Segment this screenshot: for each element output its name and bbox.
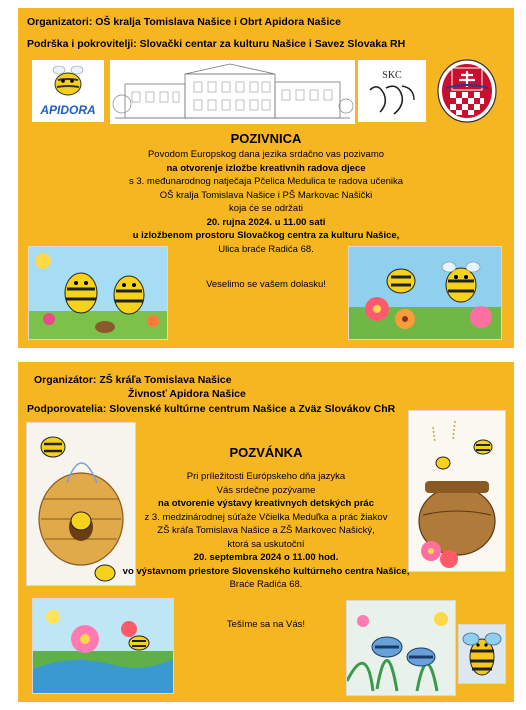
school-building-drawing bbox=[110, 60, 355, 124]
event-venue: vo výstavnom priestore Slovenského kultúrneho centra Našice, bbox=[122, 565, 410, 577]
invitation-title: POZIVNICA bbox=[230, 131, 302, 146]
support-text: Podrška i pokrovitelji: Slovački centar za kulturu Našice i Savez Slovaka RH bbox=[27, 38, 406, 50]
event-date: 20. septembra 2024 o 11.00 hod. bbox=[193, 552, 339, 563]
invitation-slovak-panel bbox=[18, 362, 514, 702]
organizers-text: Organizátor: ZŠ kráľa Tomislava Našice bbox=[34, 374, 232, 386]
body-line: OŠ kralja Tomislava Našice i PŠ Markovac Našički bbox=[159, 189, 373, 201]
closing-text: Veselimo se vašem dolasku! bbox=[206, 279, 326, 290]
body-line: koja će se održati bbox=[229, 203, 303, 214]
childrens-drawing-bees-1 bbox=[28, 246, 168, 340]
body-line: s 3. međunarodnog natječaja Pčelica Medulica te radova učenika bbox=[128, 176, 404, 187]
body-line: z 3. medzinárodnej súťaže Včielka Meduľka a prác žiakov bbox=[144, 511, 388, 523]
apidora-logo-text bbox=[39, 103, 95, 117]
svg-text:APIDORA: APIDORA bbox=[40, 103, 96, 117]
slovak-coat-of-arms-icon bbox=[436, 58, 498, 124]
body-line: Pri príležitosti Európskeho dňa jazyka bbox=[186, 471, 346, 482]
body-line: ZŠ kráľa Tomislava Našice a ZŠ Markovec Našický, bbox=[157, 525, 375, 536]
invitation-body bbox=[18, 130, 514, 256]
childrens-drawing-bees-meadow bbox=[346, 600, 456, 696]
invitation-title: POZVÁNKA bbox=[229, 445, 303, 460]
event-date: 20. rujna 2024. u 11.00 sati bbox=[206, 216, 326, 228]
body-line: Povodom Europskog dana jezika srdačno vas pozivamo bbox=[147, 149, 385, 160]
body-line: ktorá sa uskutoční bbox=[227, 538, 305, 550]
support-text: Podporovatelia: Slovenské kultúrne centrum Našice a Zväz Slovákov ChR bbox=[27, 403, 396, 415]
invitation-croatian-panel bbox=[18, 8, 514, 348]
body-line: Vás srdečne pozývame bbox=[216, 484, 316, 496]
closing-text: Tešíme sa na Vás! bbox=[226, 619, 306, 630]
event-venue: u izložbenom prostoru Slovačkog centra za kulturu Našice, bbox=[132, 230, 400, 241]
organizers-text-2: Živnosť Apidora Našice bbox=[128, 388, 246, 400]
skc-logo-text bbox=[382, 70, 402, 81]
body-line-bold: na otvorenie výstavy kreativnych detských prác bbox=[158, 498, 374, 509]
childrens-drawing-flower-garden bbox=[32, 598, 174, 694]
bee-craft-photo bbox=[458, 624, 506, 684]
childrens-drawing-bees-2 bbox=[348, 246, 502, 340]
svg-text:SKC: SKC bbox=[382, 70, 402, 81]
apidora-bee-icon bbox=[32, 60, 104, 122]
invitation-body bbox=[18, 444, 514, 592]
skc-logo bbox=[358, 60, 426, 122]
organizers-text: Organizatori: OŠ kralja Tomislava Našice i Obrt Apidora Našice bbox=[27, 16, 341, 28]
event-address: Braće Radića 68. bbox=[229, 579, 303, 590]
apidora-logo bbox=[32, 60, 104, 122]
body-line-bold: na otvorenje izložbe kreativnih radova djece bbox=[166, 162, 366, 174]
event-address: Ulica braće Radića 68. bbox=[218, 243, 314, 255]
